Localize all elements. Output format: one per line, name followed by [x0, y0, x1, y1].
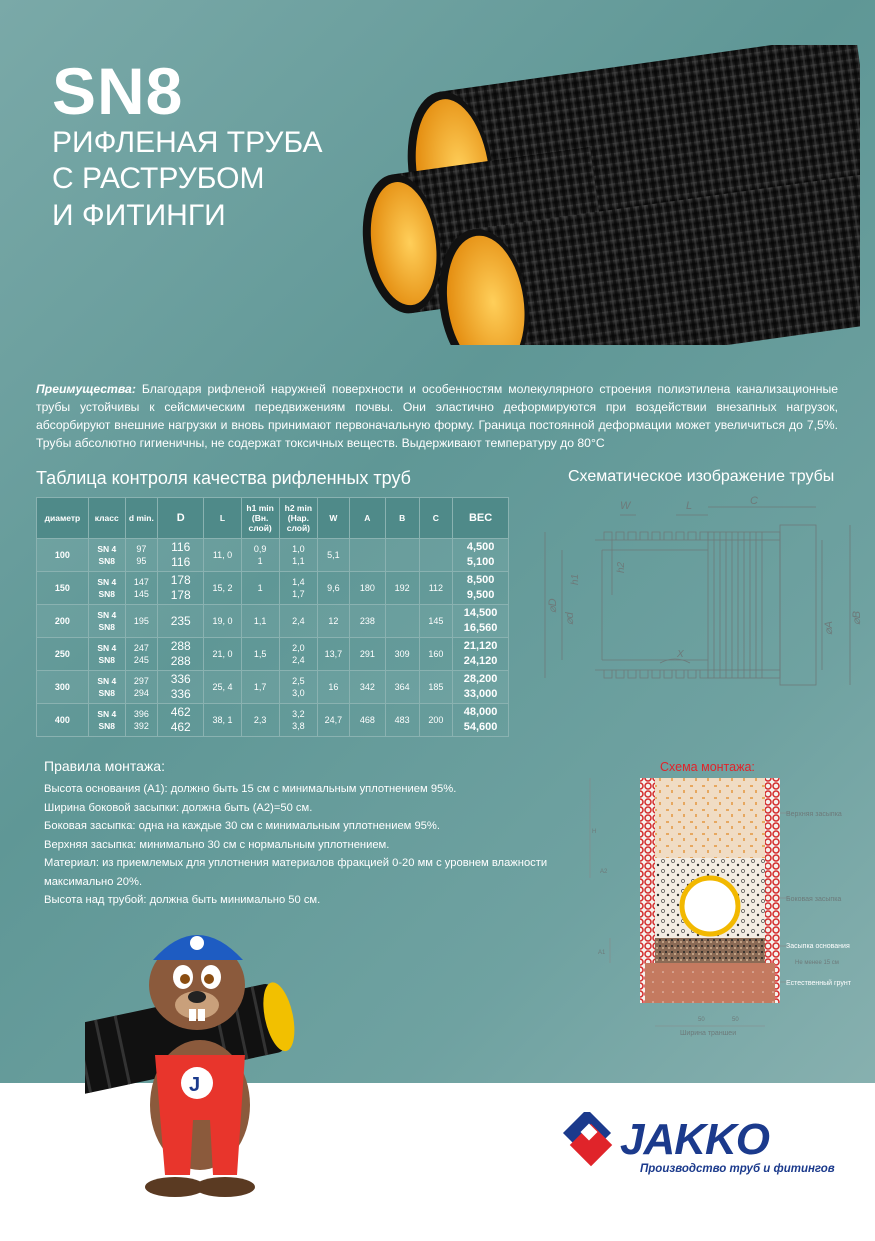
table-cell-value: 245 [133, 655, 149, 665]
table-cell-wt [453, 671, 509, 704]
table-cell-h1 [241, 671, 279, 704]
table-cell-value: SN8 [98, 589, 116, 599]
table-cell-value: 2,0 [292, 643, 305, 653]
beaver-mascot-image [85, 905, 305, 1205]
table-cell-C: 112 [419, 572, 453, 605]
montage-label-A1: A1 [598, 950, 606, 956]
schematic-label-B: ⌀B [851, 611, 863, 625]
col-header-D: D [157, 498, 204, 539]
table-cell-value: 5,100 [466, 556, 495, 568]
table-cell-value: SN 4 [97, 643, 117, 653]
table-cell-cls [88, 572, 125, 605]
table-cell-B [385, 605, 419, 638]
table-cell-diam: 300 [37, 671, 89, 704]
table-cell-A: 342 [349, 671, 385, 704]
table-cell-h1 [241, 704, 279, 737]
table-cell-wt [453, 539, 509, 572]
table-cell-h2 [279, 704, 317, 737]
table-cell-B: 364 [385, 671, 419, 704]
table-cell-L: 25, 4 [204, 671, 241, 704]
table-cell-h1 [241, 572, 279, 605]
rule-item: Боковая засыпка: одна на каждые 30 см с минимальным уплотнением 95%. [44, 820, 440, 832]
table-cell-value: 4,500 [466, 541, 495, 553]
table-cell-value: 1,5 [253, 649, 267, 659]
table-cell-value: 95 [136, 556, 147, 566]
schematic-title: Схематическое изображение трубы [568, 468, 835, 485]
table-cell-value: 0,9 [253, 544, 267, 554]
table-cell-L: 21, 0 [204, 638, 241, 671]
table-cell-value: 1,7 [253, 682, 267, 692]
montage-label-base-fill: Засыпка основания [786, 943, 850, 950]
table-cell-value: 1 [257, 556, 263, 566]
table-cell-value: 24,120 [463, 655, 498, 667]
table-cell-diam: 200 [37, 605, 89, 638]
col-header-h1: h1 min (Вн. слой) [241, 498, 279, 539]
table-cell-value: 116 [171, 540, 191, 554]
table-cell-cls [88, 671, 125, 704]
table-cell-value: SN8 [98, 688, 116, 698]
pipe-schematic-drawing [540, 495, 870, 695]
montage-label-trench-width: Ширина траншеи [680, 1030, 737, 1037]
installation-scheme-drawing [580, 758, 870, 1038]
schematic-label-W: W [620, 500, 631, 512]
table-cell-D [157, 638, 204, 671]
table-cell-value: 195 [133, 616, 149, 626]
schematic-label-A: ⌀A [823, 621, 835, 635]
table-header-row [37, 498, 509, 539]
table-cell-value: 392 [133, 721, 149, 731]
table-cell-h2 [279, 605, 317, 638]
col-header-W: W [317, 498, 349, 539]
table-cell-B: 309 [385, 638, 419, 671]
rule-item: Верхняя засыпка: минимально 30 см с нормальным уплотнением. [44, 838, 390, 851]
table-cell-value: 33,000 [463, 688, 498, 700]
subtitle-line-3: И ФИТИНГИ [52, 199, 226, 232]
schematic-label-C: C [750, 495, 758, 507]
table-title: Таблица контроля качества рифленных труб [36, 468, 411, 488]
table-cell-B: 192 [385, 572, 419, 605]
table-cell-L: 15, 2 [204, 572, 241, 605]
table-cell-B [385, 539, 419, 572]
table-cell-D [157, 671, 204, 704]
table-cell-h2 [279, 638, 317, 671]
table-cell-value: SN8 [98, 655, 116, 665]
table-cell-value: 1,7 [292, 589, 305, 599]
table-cell-value: SN8 [98, 622, 116, 632]
table-cell-A: 180 [349, 572, 385, 605]
table-cell-dmin [125, 671, 157, 704]
table-cell-value: 147 [133, 577, 149, 587]
table-cell-value: SN 4 [97, 610, 117, 620]
table-cell-value: 288 [170, 639, 191, 653]
table-cell-dmin [125, 572, 157, 605]
table-cell-value: SN 4 [97, 709, 117, 719]
table-cell-value: 21,120 [463, 640, 498, 652]
table-cell-cls [88, 704, 125, 737]
table-cell-value: 16,560 [463, 622, 498, 634]
montage-label-top-fill: Верхняя засыпка [786, 811, 842, 818]
table-cell-W: 13,7 [317, 638, 349, 671]
table-row [37, 704, 509, 737]
table-cell-dmin [125, 539, 157, 572]
table-row [37, 572, 509, 605]
table-cell-h1 [241, 638, 279, 671]
table-cell-value: 3,0 [292, 688, 305, 698]
table-cell-value: SN 4 [97, 676, 117, 686]
table-cell-value: 2,4 [292, 655, 305, 665]
table-cell-D [157, 572, 204, 605]
table-cell-D [157, 605, 204, 638]
montage-label-min-15: Не менее 15 см [795, 960, 839, 966]
col-header-A: A [349, 498, 385, 539]
brand-name: JAKKO [620, 1115, 770, 1164]
montage-title: Схема монтажа: [660, 760, 755, 774]
table-cell-h1 [241, 539, 279, 572]
table-cell-value: 294 [133, 688, 149, 698]
table-cell-cls [88, 605, 125, 638]
table-cell-A: 238 [349, 605, 385, 638]
table-cell-wt [453, 704, 509, 737]
table-cell-dmin [125, 638, 157, 671]
table-cell-value: 2,3 [253, 715, 267, 725]
montage-label-50-left: 50 [698, 1017, 705, 1023]
table-cell-value: 462 [170, 720, 191, 734]
table-cell-D [157, 704, 204, 737]
table-cell-value: 1 [257, 583, 263, 593]
montage-label-natural-soil: Естественный грунт [786, 980, 851, 987]
table-cell-h2 [279, 572, 317, 605]
table-cell-D [157, 539, 204, 572]
table-cell-value: 8,500 [466, 574, 495, 586]
advantages-text: Благодаря рифленой наружней поверхности и особенностям молекулярного строения полиэтилена канализационные трубы устойчивы к сейсмическим передвижениям почвы. Они эластично деформируются при воздействии внезапных нагрузок, абсорбируют внешние нагрузки и вновь принимают первоначальную форму. Граница постоянной деформации может увеличиться до 7,5%. Трубы абсолютно гигиеничны, не содержат токсичных веществ. Выдерживают температуру до 80°С [36, 382, 838, 450]
table-cell-value: SN8 [98, 556, 116, 566]
table-row [37, 671, 509, 704]
jakko-logo-icon [556, 1112, 618, 1174]
rule-item: Материал: из приемлемых для уплотнения материалов фракцией 0-20 мм с уровнем влажности максимально 20%. [44, 857, 548, 888]
rule-item: Высота над трубой: должна быть минимально 50 см. [44, 894, 321, 906]
table-cell-diam: 150 [37, 572, 89, 605]
table-cell-value: 178 [170, 573, 191, 587]
col-header-class: класс [88, 498, 125, 539]
rule-item: Ширина боковой засыпки: должна быть (А2)=50 см. [44, 801, 313, 814]
subtitle-line-2: С РАСТРУБОМ [52, 162, 265, 195]
col-header-C: C [419, 498, 453, 539]
schematic-label-L: L [686, 500, 693, 512]
table-cell-L: 19, 0 [204, 605, 241, 638]
table-cell-A [349, 539, 385, 572]
table-row [37, 539, 509, 572]
table-cell-diam: 400 [37, 704, 89, 737]
table-cell-W: 5,1 [317, 539, 349, 572]
table-cell-value: 1,1 [253, 616, 267, 626]
table-cell-value: 145 [133, 589, 149, 599]
table-cell-value: 1,4 [292, 577, 305, 587]
table-row [37, 638, 509, 671]
table-cell-value: 462 [170, 705, 191, 719]
col-header-weight: ВЕС [453, 498, 509, 539]
rules-title: Правила монтажа: [44, 758, 165, 774]
table-cell-value: 336 [170, 672, 191, 686]
table-cell-cls [88, 539, 125, 572]
table-cell-diam: 250 [37, 638, 89, 671]
table-cell-value: 288 [170, 654, 191, 668]
table-cell-value: 1,1 [292, 556, 305, 566]
rule-item: Высота основания (А1): должно быть 15 см с минимальным уплотнением 95%. [44, 783, 457, 795]
table-cell-value: 297 [133, 676, 149, 686]
table-cell-cls [88, 638, 125, 671]
table-cell-L: 11, 0 [204, 539, 241, 572]
table-cell-value: 9,500 [466, 589, 495, 601]
table-cell-C [419, 539, 453, 572]
brand-tagline: Производство труб и фитингов [640, 1163, 835, 1175]
table-row [37, 605, 509, 638]
col-header-dmin: d min. [125, 498, 157, 539]
table-cell-dmin [125, 605, 157, 638]
table-cell-wt [453, 605, 509, 638]
schematic-label-D: ⌀D [547, 598, 559, 613]
table-cell-value: 2,4 [292, 616, 305, 626]
montage-label-A2: A2 [600, 869, 608, 875]
table-cell-value: 48,000 [463, 706, 498, 718]
schematic-label-h1: h1 [570, 573, 581, 585]
product-model-title: SN8 [52, 54, 184, 128]
table-cell-h2 [279, 539, 317, 572]
table-cell-C: 145 [419, 605, 453, 638]
table-cell-C: 200 [419, 704, 453, 737]
montage-label-side-fill: Боковая засыпка [786, 896, 842, 903]
table-cell-value: 116 [171, 555, 191, 569]
table-cell-value: 235 [170, 613, 191, 628]
table-cell-value: 247 [133, 643, 149, 653]
table-cell-C: 185 [419, 671, 453, 704]
col-header-B: B [385, 498, 419, 539]
table-cell-h2 [279, 671, 317, 704]
table-cell-W: 16 [317, 671, 349, 704]
corrugated-pipes-image [350, 45, 860, 345]
table-cell-W: 24,7 [317, 704, 349, 737]
table-cell-value: 1,0 [292, 544, 305, 554]
schematic-label-h2: h2 [616, 561, 627, 573]
table-cell-B: 483 [385, 704, 419, 737]
rules-list [44, 780, 584, 910]
table-cell-diam: 100 [37, 539, 89, 572]
col-header-diameter: диаметр [37, 498, 89, 539]
table-cell-L: 38, 1 [204, 704, 241, 737]
schematic-label-X: X [677, 649, 684, 660]
quality-control-table [36, 497, 509, 737]
advantages-label: Преимущества: [36, 382, 136, 396]
col-header-h2: h2 min (Нар. слой) [279, 498, 317, 539]
table-cell-wt [453, 572, 509, 605]
table-cell-W: 9,6 [317, 572, 349, 605]
advantages-paragraph [36, 380, 838, 452]
table-cell-value: 336 [170, 687, 191, 701]
table-cell-value: 3,2 [292, 709, 305, 719]
table-cell-W: 12 [317, 605, 349, 638]
montage-label-50-right: 50 [732, 1017, 739, 1023]
table-cell-C: 160 [419, 638, 453, 671]
table-cell-wt [453, 638, 509, 671]
table-cell-value: 14,500 [463, 607, 498, 619]
table-cell-value: 178 [170, 588, 191, 602]
table-cell-value: SN8 [98, 721, 116, 731]
table-cell-value: 54,600 [463, 721, 498, 733]
table-cell-A: 468 [349, 704, 385, 737]
subtitle-line-1: РИФЛЕНАЯ ТРУБА [52, 126, 323, 159]
schematic-label-d: ⌀d [564, 612, 576, 625]
table-cell-value: SN 4 [97, 544, 117, 554]
table-cell-value: 28,200 [463, 673, 498, 685]
table-cell-A: 291 [349, 638, 385, 671]
col-header-L: L [204, 498, 241, 539]
table-cell-value: 97 [136, 544, 147, 554]
table-cell-value: 3,8 [292, 721, 305, 731]
table-cell-value: 396 [133, 709, 149, 719]
table-cell-value: 2,5 [292, 676, 305, 686]
table-cell-h1 [241, 605, 279, 638]
table-cell-dmin [125, 704, 157, 737]
table-cell-value: SN 4 [97, 577, 117, 587]
montage-label-H: H [592, 829, 597, 835]
svg-text:J: J [189, 1074, 201, 1096]
